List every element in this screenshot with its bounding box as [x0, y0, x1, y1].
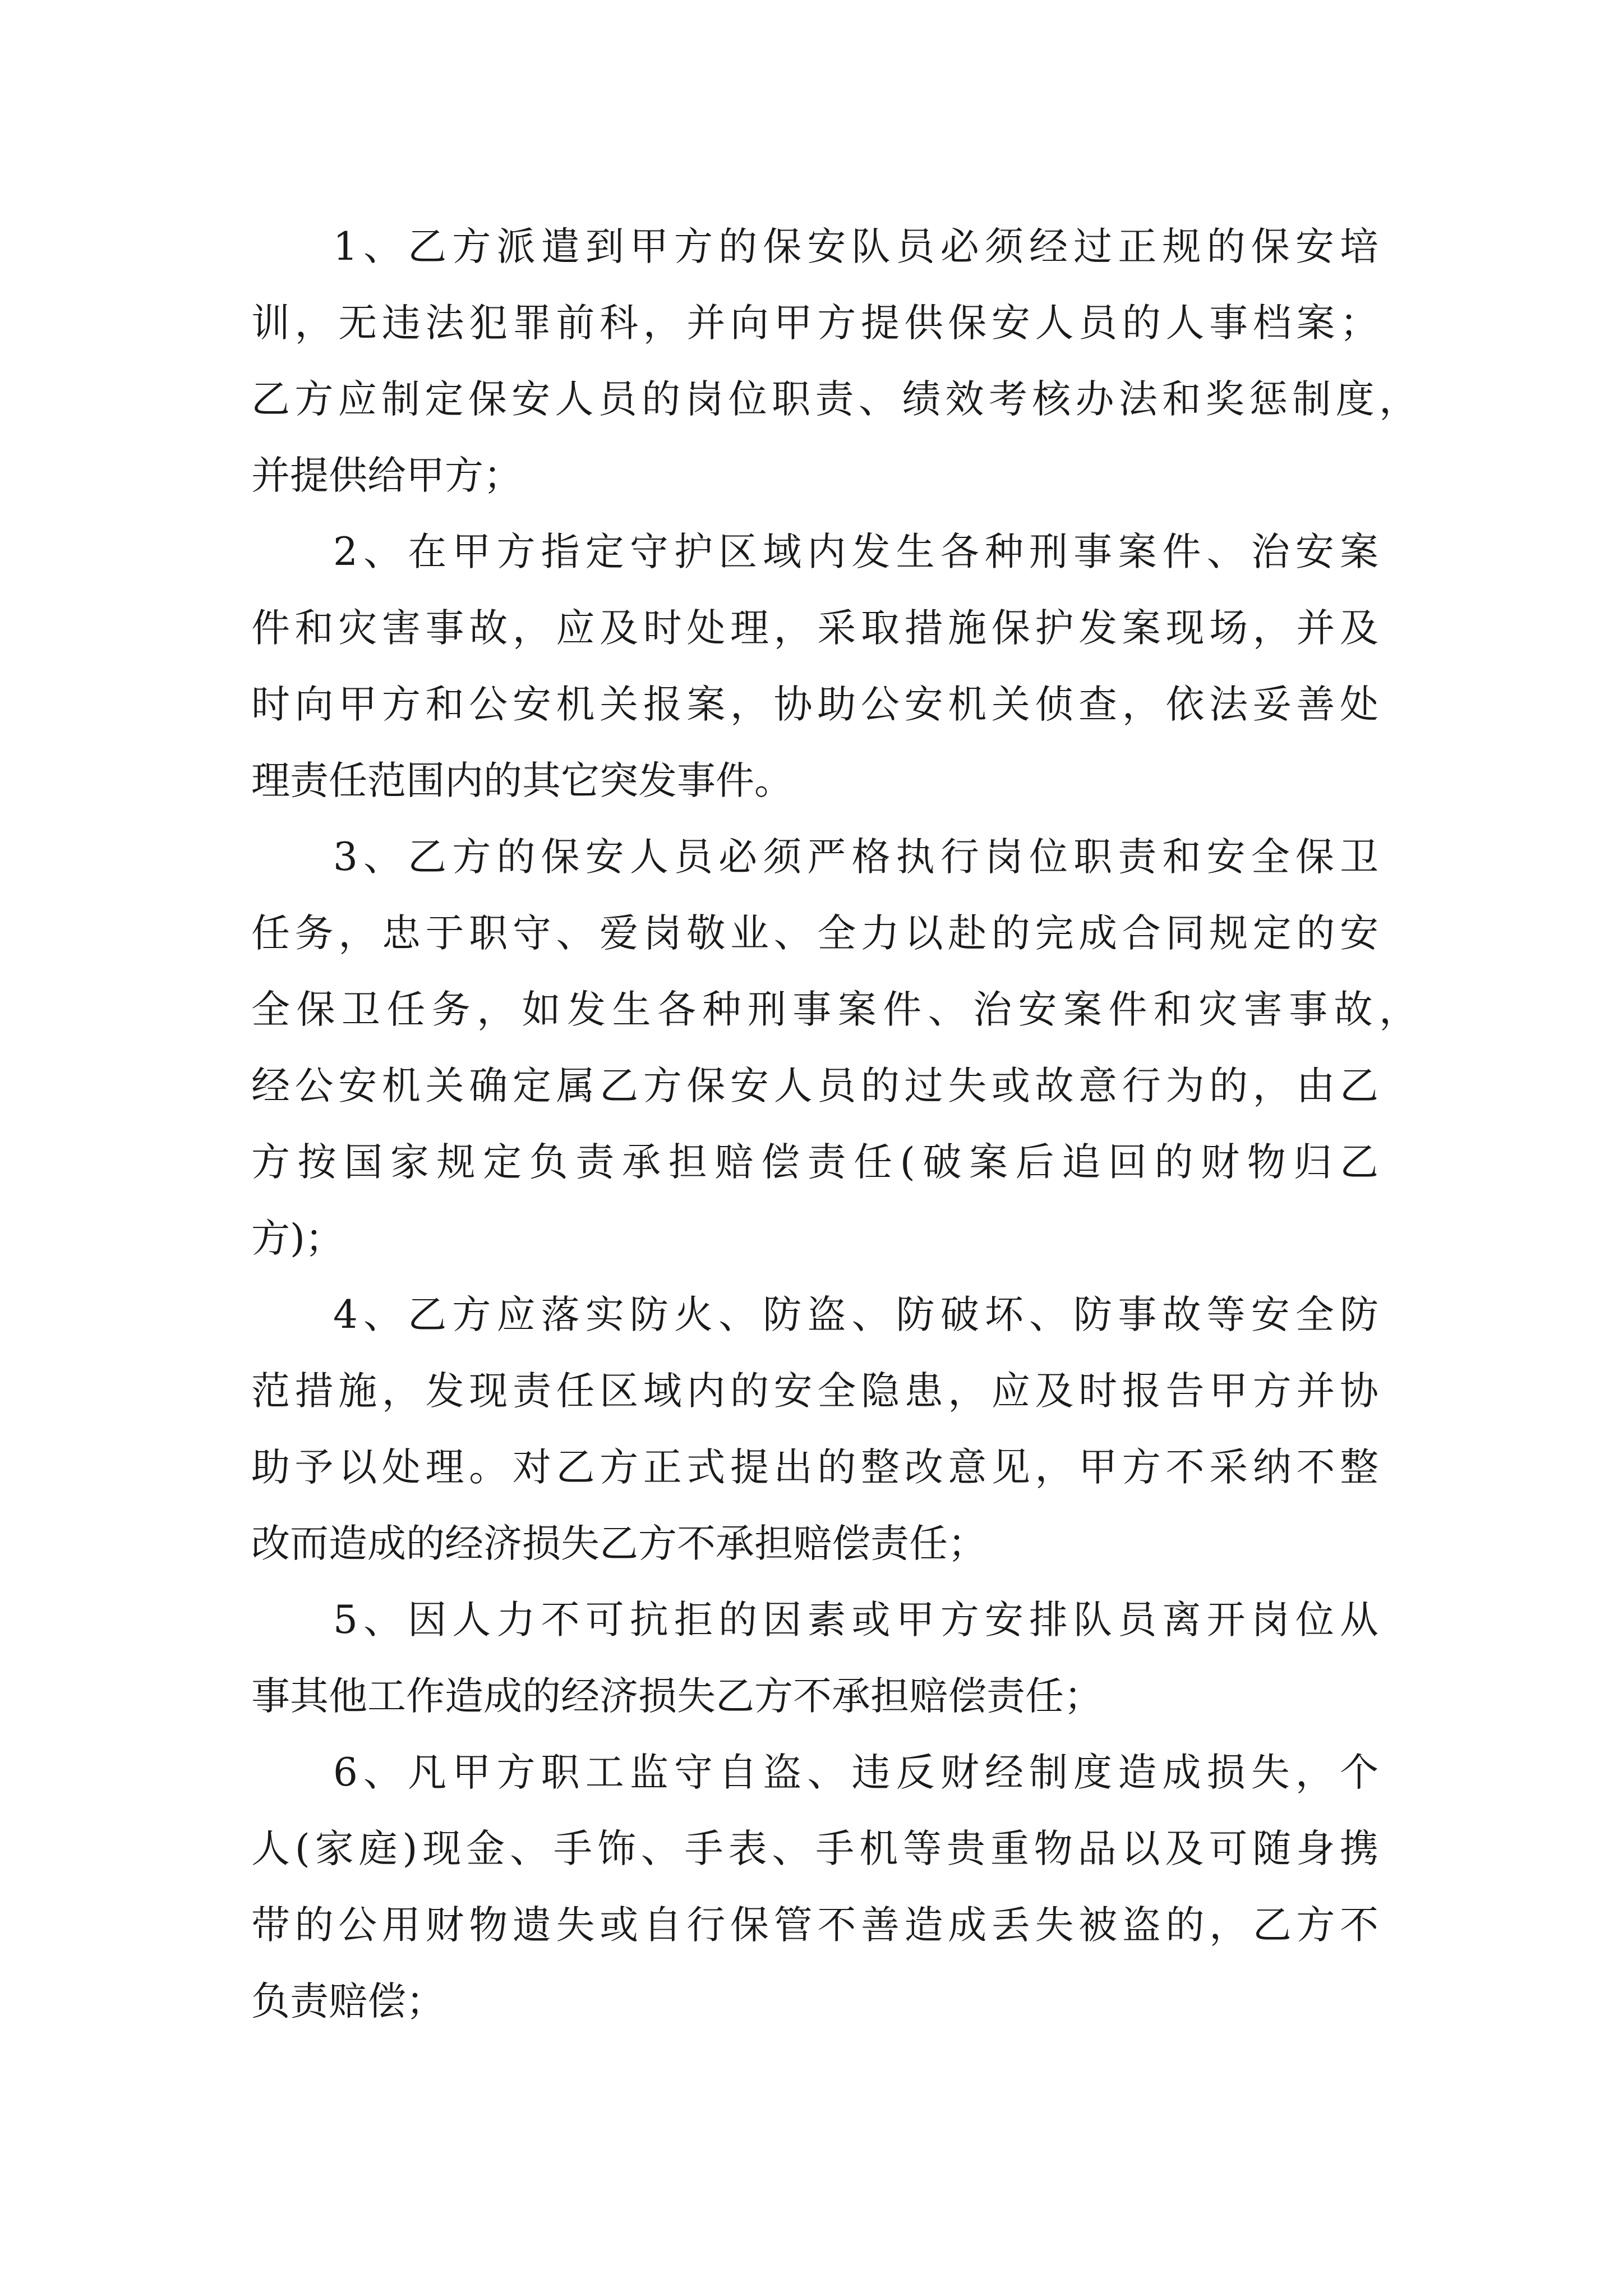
clause-1-line-2: 训，无违法犯罪前科，并向甲方提供保安人员的人事档案； — [251, 301, 1378, 346]
clause-3-line-3: 全保卫任务，如发生各种刑事案件、治安案件和灾害事故， — [251, 987, 1418, 1032]
clause-2-line-2: 件和灾害事故，应及时处理，采取措施保护发案现场，并及 — [251, 606, 1378, 651]
clause-6-line-4: 负责赔偿； — [251, 1979, 445, 2024]
clause-3-line-6: 方)； — [251, 1216, 344, 1261]
clause-4-line-4: 改而造成的经济损失乙方不承担赔偿责任； — [251, 1521, 986, 1566]
clause-4-line-3: 助予以处理。对乙方正式提出的整改意见，甲方不采纳不整 — [251, 1445, 1378, 1490]
clause-6-line-3: 带的公用财物遗失或自行保管不善造成丢失被盗的，乙方不 — [251, 1903, 1378, 1948]
clause-4-line-2: 范措施，发现责任区域内的安全隐患，应及时报告甲方并协 — [251, 1369, 1378, 1414]
clause-1-line-3: 乙方应制定保安人员的岗位职责、绩效考核办法和奖惩制度， — [251, 377, 1418, 422]
clause-2-line-4: 理责任范围内的其它突发事件。 — [251, 758, 793, 803]
clause-6-line-1: 6、凡甲方职工监守自盗、违反财经制度造成损失，个 — [333, 1750, 1378, 1795]
clause-3-line-5: 方按国家规定负责承担赔偿责任(破案后追回的财物归乙 — [251, 1140, 1378, 1185]
clause-5-line-2: 事其他工作造成的经济损失乙方不承担赔偿责任； — [251, 1674, 1103, 1719]
clause-3-line-4: 经公安机关确定属乙方保安人员的过失或故意行为的，由乙 — [251, 1064, 1378, 1108]
clause-3-line-1: 3、乙方的保安人员必须严格执行岗位职责和安全保卫 — [333, 835, 1378, 880]
clause-2-line-1: 2、在甲方指定守护区域内发生各种刑事案件、治安案 — [333, 530, 1378, 574]
clause-2-line-3: 时向甲方和公安机关报案，协助公安机关侦查，依法妥善处 — [251, 682, 1378, 727]
clause-3-line-2: 任务，忠于职守、爱岗敬业、全力以赴的完成合同规定的安 — [251, 911, 1378, 956]
clause-1-line-1: 1、乙方派遣到甲方的保安队员必须经过正规的保安培 — [333, 224, 1378, 269]
clause-4-line-1: 4、乙方应落实防火、防盗、防破坏、防事故等安全防 — [333, 1292, 1378, 1337]
clause-1-line-4: 并提供给甲方； — [251, 453, 522, 498]
clause-6-line-2: 人(家庭)现金、手饰、手表、手机等贵重物品以及可随身携 — [251, 1826, 1378, 1871]
clause-5-line-1: 5、因人力不可抗拒的因素或甲方安排队员离开岗位从 — [333, 1598, 1378, 1642]
